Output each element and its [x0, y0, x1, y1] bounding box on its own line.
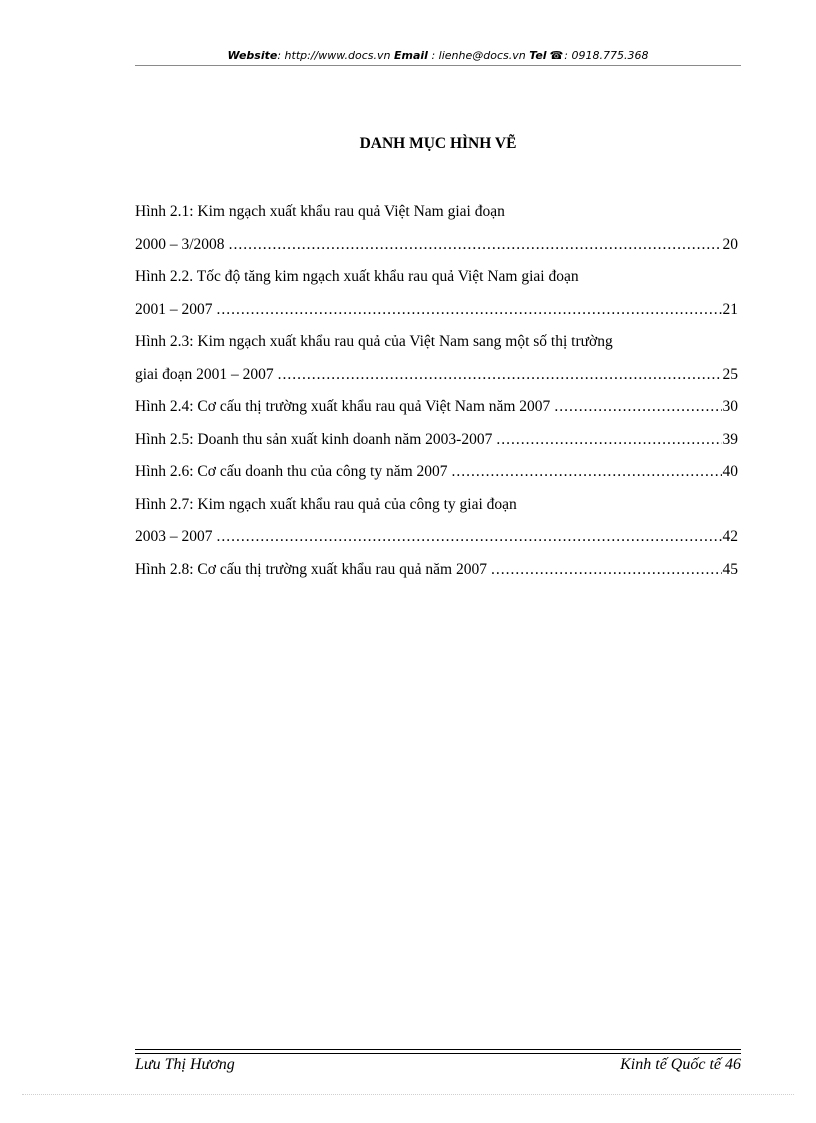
toc-page-number: 21	[722, 300, 738, 318]
toc-entry-title-cont: giai đoạn 2001 – 2007	[135, 365, 274, 383]
email-label: Email	[394, 49, 428, 62]
dot-leader	[496, 427, 721, 452]
page-header	[135, 47, 741, 66]
toc-entry[interactable]	[135, 427, 738, 460]
toc-page-number: 45	[722, 560, 738, 578]
toc-entry-title-cont: 2001 – 2007	[135, 300, 213, 318]
footer-class: Kinh tế Quốc tế 46	[620, 1056, 741, 1073]
toc-entry-title: Hình 2.8: Cơ cấu thị trường xuất khẩu rau quả năm 2007	[135, 560, 487, 578]
toc-page-number: 39	[722, 430, 738, 448]
page-title: DANH MỤC HÌNH VẼ	[359, 135, 517, 152]
toc-entry[interactable]	[135, 492, 738, 557]
website-value: : http://www.docs.vn	[277, 49, 391, 62]
dot-leader	[278, 362, 722, 387]
toc-entry[interactable]	[135, 394, 738, 427]
tel-label: Tel	[529, 49, 547, 62]
toc-page-number: 42	[722, 528, 738, 545]
footer-divider	[135, 1049, 741, 1054]
dot-leader	[229, 232, 722, 257]
toc-entry[interactable]	[135, 264, 738, 329]
page-footer	[135, 1055, 741, 1075]
page-bottom-border	[22, 1094, 794, 1095]
toc-entry[interactable]	[135, 199, 738, 264]
toc-entry-title: Hình 2.3: Kim ngạch xuất khẩu rau quả của Việt Nam sang một số thị trường	[135, 333, 613, 350]
dot-leader	[491, 557, 722, 582]
toc-entry-title: Hình 2.1: Kim ngạch xuất khẩu rau quả Việt Nam giai đoạn	[135, 203, 505, 220]
toc-entry-title-cont: 2000 – 3/2008	[135, 235, 225, 253]
toc-entry-title: Hình 2.2. Tốc độ tăng kim ngạch xuất khẩu rau quả Việt Nam giai đoạn	[135, 268, 579, 285]
website-label: Website	[227, 49, 278, 62]
toc-entry-title: Hình 2.4: Cơ cấu thị trường xuất khẩu rau quả Việt Nam năm 2007	[135, 398, 551, 415]
tel-value: : 0918.775.368	[564, 49, 649, 62]
toc-entry-title: Hình 2.5: Doanh thu sản xuất kinh doanh năm 2003-2007	[135, 430, 493, 448]
dot-leader	[452, 459, 722, 484]
dot-leader	[217, 297, 722, 322]
figure-list	[135, 199, 738, 589]
toc-page-number: 40	[722, 463, 738, 480]
email-value: : lienhe@docs.vn	[431, 49, 526, 62]
telephone-icon: ☎	[549, 49, 564, 62]
toc-entry-title: Hình 2.7: Kim ngạch xuất khẩu rau quả của công ty giai đoạn	[135, 495, 517, 513]
footer-author: Lưu Thị Hương	[135, 1056, 235, 1073]
toc-entry[interactable]	[135, 329, 738, 394]
toc-entry[interactable]	[135, 459, 738, 492]
dot-leader	[217, 524, 722, 549]
toc-page-number: 20	[722, 235, 738, 253]
toc-entry[interactable]	[135, 557, 738, 590]
toc-page-number: 30	[722, 398, 738, 415]
dot-leader	[554, 394, 721, 419]
toc-page-number: 25	[722, 365, 738, 383]
toc-entry-title-cont: 2003 – 2007	[135, 528, 213, 545]
toc-entry-title: Hình 2.6: Cơ cấu doanh thu của công ty năm 2007	[135, 463, 448, 480]
